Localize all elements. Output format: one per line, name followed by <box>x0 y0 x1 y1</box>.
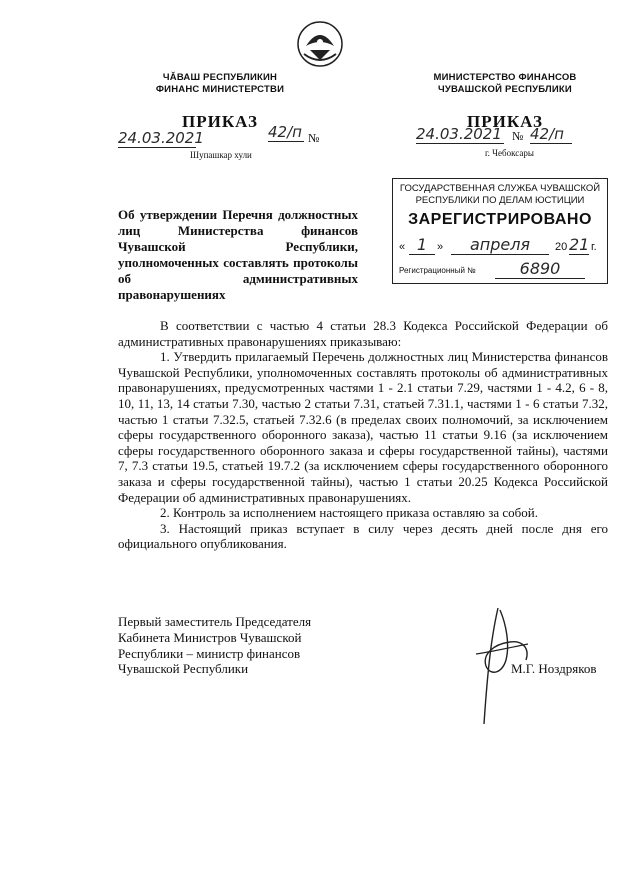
stamp-line-1: ГОСУДАРСТВЕННАЯ СЛУЖБА ЧУВАШСКОЙ <box>399 183 601 194</box>
stamp-quote-close: » <box>437 241 444 253</box>
document-body <box>118 318 608 552</box>
header-right-line-1: МИНИСТЕРСТВО ФИНАНСОВ <box>433 72 577 83</box>
stamp-reg-row <box>399 259 603 279</box>
header-left-line-2: ФИНАНС МИНИСТЕРСТВИ <box>155 84 285 95</box>
right-number-sign: № <box>512 129 524 143</box>
signatory-line-4: Чувашской Республики <box>118 661 249 677</box>
left-date: 24.03.2021 <box>118 129 204 147</box>
signatory-line-2: Кабинета Министров Чувашской <box>118 629 302 645</box>
body-item-1: 1. Утвердить прилагаемый Перечень должностных лиц Министерства финансов Чувашской Республики, уполномоченных составлять протоколы об административных правонарушениях, предусмотренных частями 1 - 2.1 статьи 7.29, частями 1 - 4.2, 6 - 8, 10, 11, 13, 14 статьи 7.30, частью 2 статьи 7.31, статьей 7.31.1, частями 1 - 6 статьи 7.32, частью 1 статьи 7.32.5, статьей 7.32.6 (в пределах своих полномочий, за исключением сферы государственного оборонного заказа), частью 11 статьи 9.16 (за исключением сферы государственного оборонного заказа и сферы государственной тайны), частями 7, 7.3 статьи 19.5, статьей 19.7.2 (за исключением сферы государственного оборонного заказа и сферы государственной тайны), частью 1 статьи 20.25 Кодекса Российской Федерации об административных правонарушениях. <box>118 349 608 505</box>
header-left-org <box>130 72 310 96</box>
signatory-line-3: Республики – министр финансов <box>118 645 301 661</box>
body-item-3: 3. Настоящий приказ вступает в силу через десять дней после дня его официального опубликования. <box>118 520 608 552</box>
signatory-name: М.Г. Ноздряков <box>511 661 597 676</box>
left-number: 42/п <box>268 123 304 142</box>
stamp-year-unit: г. <box>591 241 597 253</box>
stamp-reg-number: 6890 <box>495 259 585 279</box>
stamp-day: 1 <box>409 235 435 255</box>
signatory-line-1: Первый заместитель Председателя <box>118 614 312 629</box>
registration-stamp <box>392 178 608 284</box>
left-city: Шупашкар хули <box>190 150 252 160</box>
stamp-month: апреля <box>451 235 549 255</box>
signatory-position <box>118 614 378 677</box>
document-title: Об утверждении Перечня должностных лиц Министерства финансов Чувашской Республики, уполномоченных составлять протоколы об административных правонарушениях <box>118 207 358 302</box>
right-number: 42/п <box>530 125 572 144</box>
stamp-year-prefix: 20 <box>555 241 568 253</box>
stamp-year-suffix: 21 <box>569 235 590 254</box>
stamp-quote-open: « <box>399 241 406 253</box>
header-left-line-1: ЧӐВАШ РЕСПУБЛИКИН <box>162 72 278 83</box>
right-city: г. Чебоксары <box>485 148 534 158</box>
left-doc-type: ПРИКАЗ <box>182 112 258 131</box>
left-date-line <box>118 123 320 149</box>
left-number-sign: № <box>308 131 320 145</box>
emblem-icon <box>296 20 344 68</box>
right-doc-type: ПРИКАЗ <box>467 112 543 131</box>
right-date: 24.03.2021 <box>416 125 504 144</box>
right-date-line <box>416 125 616 147</box>
body-item-2: 2. Контроль за исполнением настоящего приказа оставляю за собой. <box>160 505 538 521</box>
body-preamble: В соответствии с частью 4 статьи 28.3 Кодекса Российской Федерации об административных правонарушениях приказываю: <box>118 318 608 349</box>
header-right-org <box>415 72 595 96</box>
stamp-status: ЗАРЕГИСТРИРОВАНО <box>408 211 592 228</box>
stamp-line-2: РЕСПУБЛИКИ ПО ДЕЛАМ ЮСТИЦИИ <box>415 195 585 206</box>
stamp-reg-label: Регистрационный № <box>399 266 476 275</box>
header-right-line-2: ЧУВАШСКОЙ РЕСПУБЛИКИ <box>438 84 572 95</box>
stamp-date-row <box>399 237 603 257</box>
